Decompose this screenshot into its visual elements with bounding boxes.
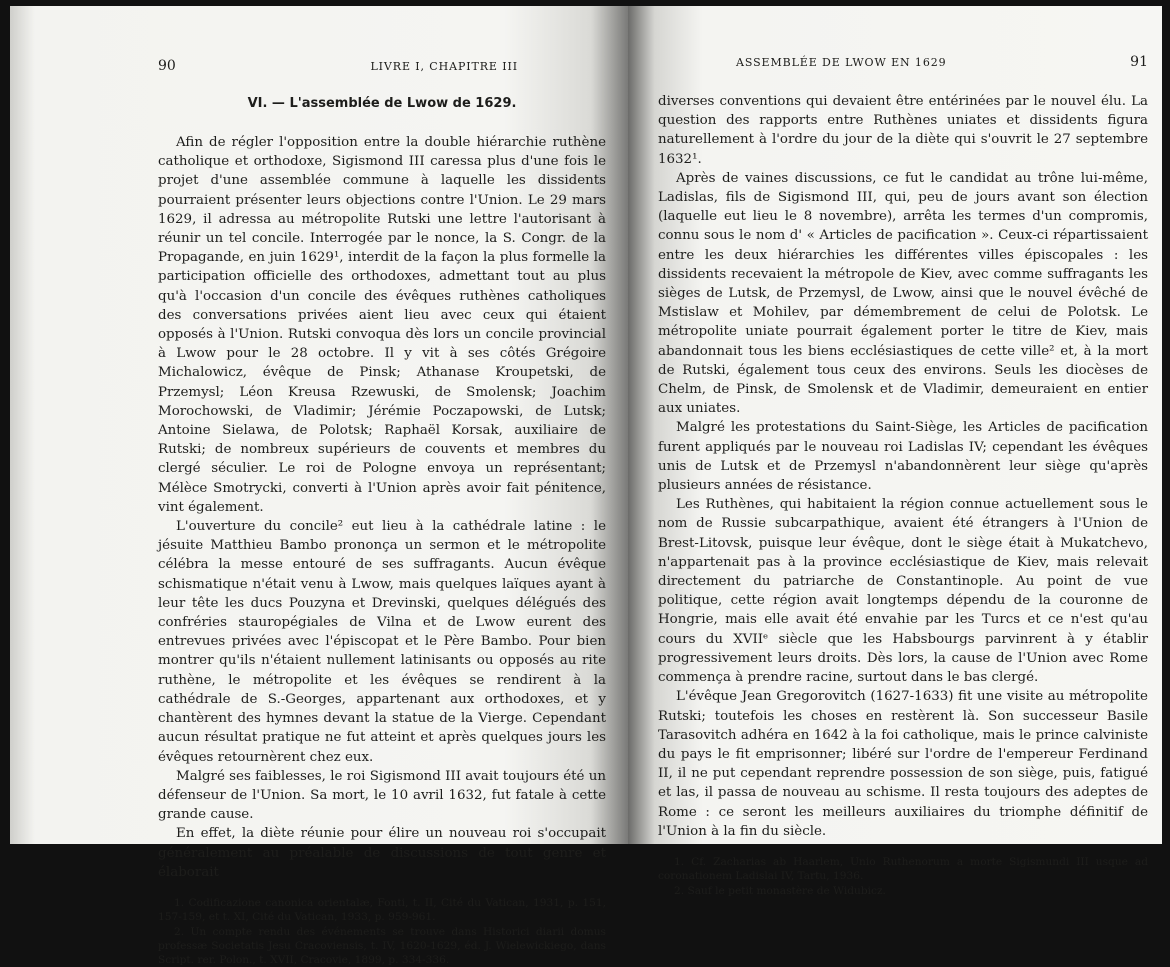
paragraph: Malgré ses faiblesses, le roi Sigismond III avait toujours été un défenseur de l'Union. Sa mort, le 10 avril 1632, fut fatale à cette grande cause. <box>158 768 606 823</box>
paragraph: Malgré les protestations du Saint-Siège, les Articles de pacification furent appliqués par le nouveau roi Ladislas IV; cependant les évêques unis de Lutsk et de Przemysl n'abandonnèrent leur siège qu'après plusieurs années de résistance. <box>658 420 1148 494</box>
paragraph: diverses conventions qui devaient être entérinées par le nouvel élu. La question des rapports entre Ruthènes uniates et dissidents figura naturellement à l'ordre du jour de la diète qui s'ouvrit le 27 septembre 1632¹. <box>658 94 1148 167</box>
left-page <box>10 6 628 966</box>
right-body-text <box>658 92 1148 841</box>
running-head-text: ASSEMBLÉE DE LWOW EN 1629 <box>736 56 947 69</box>
right-footnotes <box>658 855 1148 898</box>
left-running-head <box>158 58 606 74</box>
running-head-text: LIVRE I, CHAPITRE III <box>370 60 518 73</box>
left-footnotes <box>158 896 606 967</box>
footnote: 1. Codificazione canonica orientalæ, Fonti, t. II, Cité du Vatican, 1931, p. 151, 157-159, et t. XI, Cité du Vatican, 1933, p. 959-961. <box>158 896 606 923</box>
left-body-text <box>158 133 606 882</box>
paragraph: L'évêque Jean Gregorovitch (1627-1633) fit une visite au métropolite Rutski; toutefois les choses en restèrent là. Son successeur Basile Tarasovitch adhéra en 1642 à la foi catholique, mais le prince calviniste du pays le fit emprisonner; libéré sur l'ordre de l'empereur Ferdinand II, il ne put cependant reprendre possession de son siège, puis, fatigué et las, il passa de nouveau au schisme. Il resta toujours des adeptes de Rome : ce seront les meilleurs auxiliaires du triomphe définitif de l'Union à la fin du siècle. <box>658 689 1148 839</box>
right-page <box>628 6 1162 897</box>
paragraph: L'ouverture du concile² eut lieu à la cathédrale latine : le jésuite Matthieu Bambo prononça un sermon et le métropolite célébra la messe entouré de ses suffragants. Aucun évêque schismatique n'était venu à Lwow, mais quelques laïques ayant à leur tête les ducs Pouzyna et Drevinski, quelques délégués des confréries stauropégiales de Vilna et de Lwow eurent des entrevues privées avec l'épiscopat et le Père Bambo. Pour bien montrer qu'ils n'étaient nullement latinisants ou opposés au rite ruthène, le métropolite et les évêques se rendirent à la cathédrale de S.-Georges, appartenant aux orthodoxes, et y chantèrent des hymnes devant la statue de la Vierge. Cependant aucun résultat pratique ne fut atteint et après quelques jours les évêques retournèrent chez eux. <box>158 519 606 765</box>
section-title: VI. — L'assemblée de Lwow de 1629. <box>247 96 517 111</box>
right-running-head <box>658 54 1148 70</box>
page-number: 90 <box>158 58 176 74</box>
paragraph: Les Ruthènes, qui habitaient la région connue actuellement sous le nom de Russie subcarpathique, avaient été étrangers à l'Union de Brest-Litovsk, puisque leur évêque, dont le siège était à Mukatchevo, n'appartenait pas à la province ecclésiastique de Kiev, mais relevait directement du patriarche de Constantinople. Au point de vue politique, cette région avait longtemps dépendu de la couronne de Hongrie, mais elle avait été envahie par les Turcs et ce n'est qu'au cours du XVIIᵉ siècle que les Habsbourgs parvinrent à y établir progressivement leurs droits. Dès lors, la cause de l'Union avec Rome commença à prendre racine, surtout dans le bas clergé. <box>658 497 1148 686</box>
book-spread <box>10 6 1162 966</box>
paragraph: Après de vaines discussions, ce fut le candidat au trône lui-même, Ladislas, fils de Sigismond III, qui, peu de jours avant son élection (laquelle eut lieu le 8 novembre), arrêta les termes d'un compromis, connu sous le nom d' « Articles de pacification ». Ceux-ci répartissaient entre les deux hiérarchies les différentes villes épiscopales : les dissidents recevaient la métropole de Kiev, avec comme suffragants les sièges de Lutsk, de Przemysl, de Lwow, ainsi que le nouvel évêché de Mstislaw et Mohilev, par démembrement de celui de Polotsk. Le métropolite uniate pourrait également porter le titre de Kiev, mais abandonnait tous les biens ecclésiastiques de cette ville² et, à la mort de Rutski, également tous ceux des environs. Seuls les diocèses de Chelm, de Pinsk, de Smolensk et de Vladimir, demeuraient en entier aux uniates. <box>658 170 1148 417</box>
footnote: 2. Sauf le petit monastère de Widubicz. <box>674 884 886 897</box>
paragraph: En effet, la diète réunie pour élire un nouveau roi s'occupait généralement au préalable de discussions de tout genre et élaborait <box>158 826 606 880</box>
footnote: 1. Cf. Zacharias ab Haarlem, Unio Ruthenorum a morte Sigismundi III usque ad coronationem Ladislai IV, Tartu, 1936. <box>658 855 1148 882</box>
page-number: 91 <box>1130 54 1148 70</box>
footnote: 2. Un compte rendu des événements se trouve dans Historici diarii domus professæ Societatis Jesu Cracoviensis, t. IV, 1620-1629, éd. J. Wielewickiego, dans Script. rer. Polon., t. XVII, Cracovie, 1899, p. 334-336. <box>158 925 606 966</box>
paragraph: Afin de régler l'opposition entre la double hiérarchie ruthène catholique et orthodoxe, Sigismond III caressa plus d'une fois le projet d'une assemblée commune à laquelle les dissidents pourraient présenter leurs objections contre l'Union. Le 29 mars 1629, il adressa au métropolite Rutski une lettre l'autorisant à réunir un tel concile. Interrogée par le nonce, la S. Congr. de la Propagande, en juin 1629¹, interdit de la façon la plus formelle la participation officielle des orthodoxes, admettant tout au plus qu'à l'occasion d'un concile des évêques ruthènes catholiques des conversations privées aient lieu avec ceux qui étaient opposés à l'Union. Rutski convoqua dès lors un concile provincial à Lwow pour le 28 octobre. Il y vit à ses côtés Grégoire Michalowicz, évêque de Pinsk; Athanase Kroupetski, de Przemysl; Léon Kreusa Rzewuski, de Smolensk; Joachim Morochowski, de Vladimir; Jérémie Poczapowski, de Lutsk; Antoine Sielawa, de Polotsk; Raphaël Korsak, auxiliaire de Rutski; de nombreux supérieurs de couvents et membres du clergé séculier. Le roi de Pologne envoya un représentant; Mélèce Smotrycki, converti à l'Union après avoir fait pénitence, vint également. <box>158 135 606 515</box>
